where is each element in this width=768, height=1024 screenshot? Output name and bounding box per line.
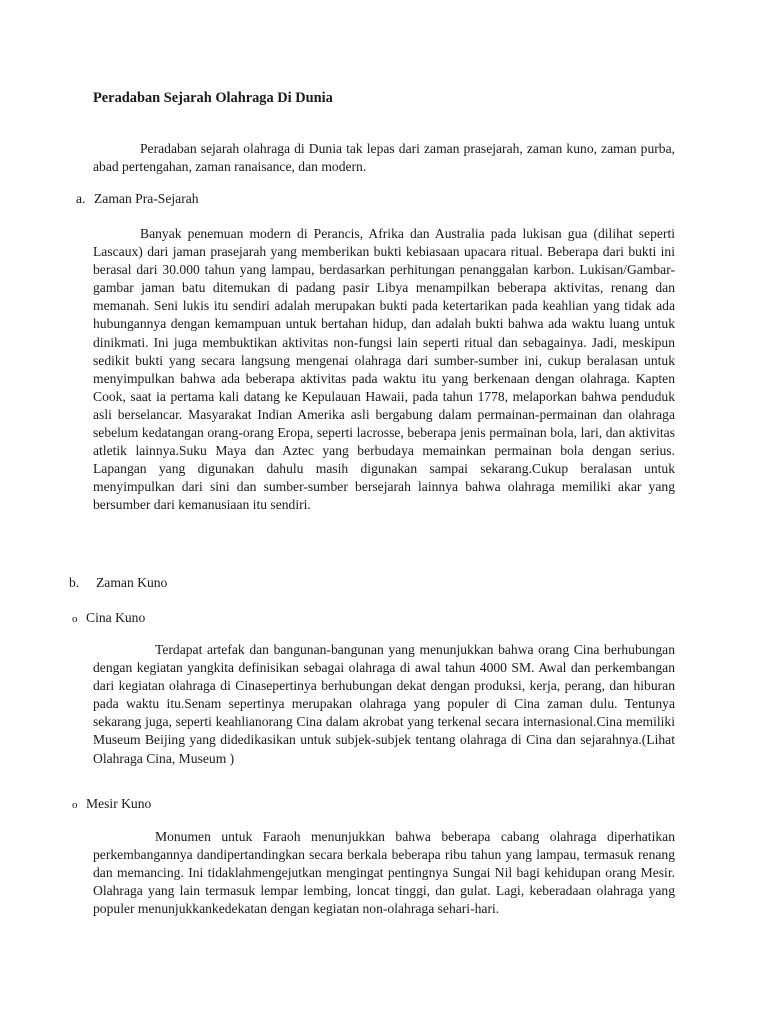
section-a-heading [76,191,199,207]
subsection-cina-body: Terdapat artefak dan bangunan-bangunan yang menunjukkan bahwa orang Cina berhubungan dengan kegiatan yangkita definisikan sebagai olahraga di awal tahun 4000 SM. Awal dan perkembangan dari kegiatan olahraga di Cinasepertinya berhubungan dekat dengan produksi, kerja, perang, dan hiburan pada waktu itu.Senam sepertinya merupakan olahraga yang populer di Cina zaman dulu. Tentunya sekarang juga, seperti keahlianorang Cina dalam akrobat yang terkenal secara internasional.Cina memiliki Museum Beijing yang didedikasikan untuk subjek-subjek tentang olahraga di Cina dan sejarahnya.(Lihat Olahraga Cina, Museum ) [93,642,675,766]
section-a-title: Zaman Pra-Sejarah [94,191,199,206]
section-b-marker: b. [69,575,80,590]
subsection-mesir-title: Mesir Kuno [86,796,152,811]
intro-paragraph: Peradaban sejarah olahraga di Dunia tak lepas dari zaman prasejarah, zaman kuno, zaman purba, abad pertengahan, zaman ranaisance, dan modern. [93,141,675,175]
bullet-circle-icon: o [72,799,78,811]
bullet-circle-icon: o [72,613,78,625]
subsection-mesir-body: Monumen untuk Faraoh menunjukkan bahwa beberapa cabang olahraga diperhatikan perkembangannya dandipertandingkan secara berkala beberapa ribu tahun yang lampau, termasuk renang dan memancing. Ini tidaklahmengejutkan mengingat pentingnya Sungai Nil bagi kehidupan orang Mesir. Olahraga yang lain termasuk lempar lembing, loncat tinggi, dan gulat. Lagi, keberadaan olahraga yang populer menunjukkankedekatan dengan kegiatan non-olahraga sehari-hari. [93,829,675,917]
section-a-body: Banyak penemuan modern di Perancis, Afrika dan Australia pada lukisan gua (dilihat seperti Lascaux) dari jaman prasejarah yang memberikan bukti kebiasaan upacara ritual. Beberapa dari bukti ini berasal dari 30.000 tahun yang lampau, berdasarkan perhitungan penanggalan karbon. Lukisan/Gambar-gambar jaman batu ditemukan di padang pasir Libya menampilkan beberapa aktivitas, renang dan memanah. Seni lukis itu sendiri adalah merupakan bukti pada ketertarikan pada keahlian yang tidak ada hubungannya dengan kemampuan untuk bertahan hidup, dan adalah bukti bahwa ada waktu luang untuk dinikmati. Ini juga membuktikan aktivitas non-fungsi lain seperti ritual dan sebagainya. Jadi, meskipun sedikit bukti yang secara langsung mengenai olahraga dari sumber-sumber ini, cukup beralasan untuk menyimpulkan bahwa ada beberapa aktivitas pada waktu itu yang berkenaan dengan olahraga. Kapten Cook, saat ia pertama kali datang ke Kepulauan Hawaii, pada tahun 1778, melaporkan bahwa penduduk asli berselancar. Masyarakat Indian Amerika asli bergabung dalam permainan-permainan dan olahraga sebelum kedatangan orang-orang Eropa, seperti lacrosse, beberapa jenis permainan bola, lari, dan aktivitas atletik lainnya.Suku Maya dan Aztec yang berbudaya memainkan permainan bola dengan serius. Lapangan yang digunakan dahulu masih digunakan sampai sekarang.Cukup beralasan untuk menyimpulkan dari sini dan sumber-sumber bersejarah lainnya bahwa olahraga memiliki akar yang bersumber dari kemanusiaan itu sendiri. [93,226,675,513]
section-b-heading [69,575,167,591]
section-b-title: Zaman Kuno [96,575,168,590]
section-a-marker: a. [76,191,86,206]
subsection-cina-heading [72,610,145,626]
subsection-mesir-heading [72,796,151,812]
document-title: Peradaban Sejarah Olahraga Di Dunia [93,90,333,106]
subsection-cina-title: Cina Kuno [86,610,146,625]
